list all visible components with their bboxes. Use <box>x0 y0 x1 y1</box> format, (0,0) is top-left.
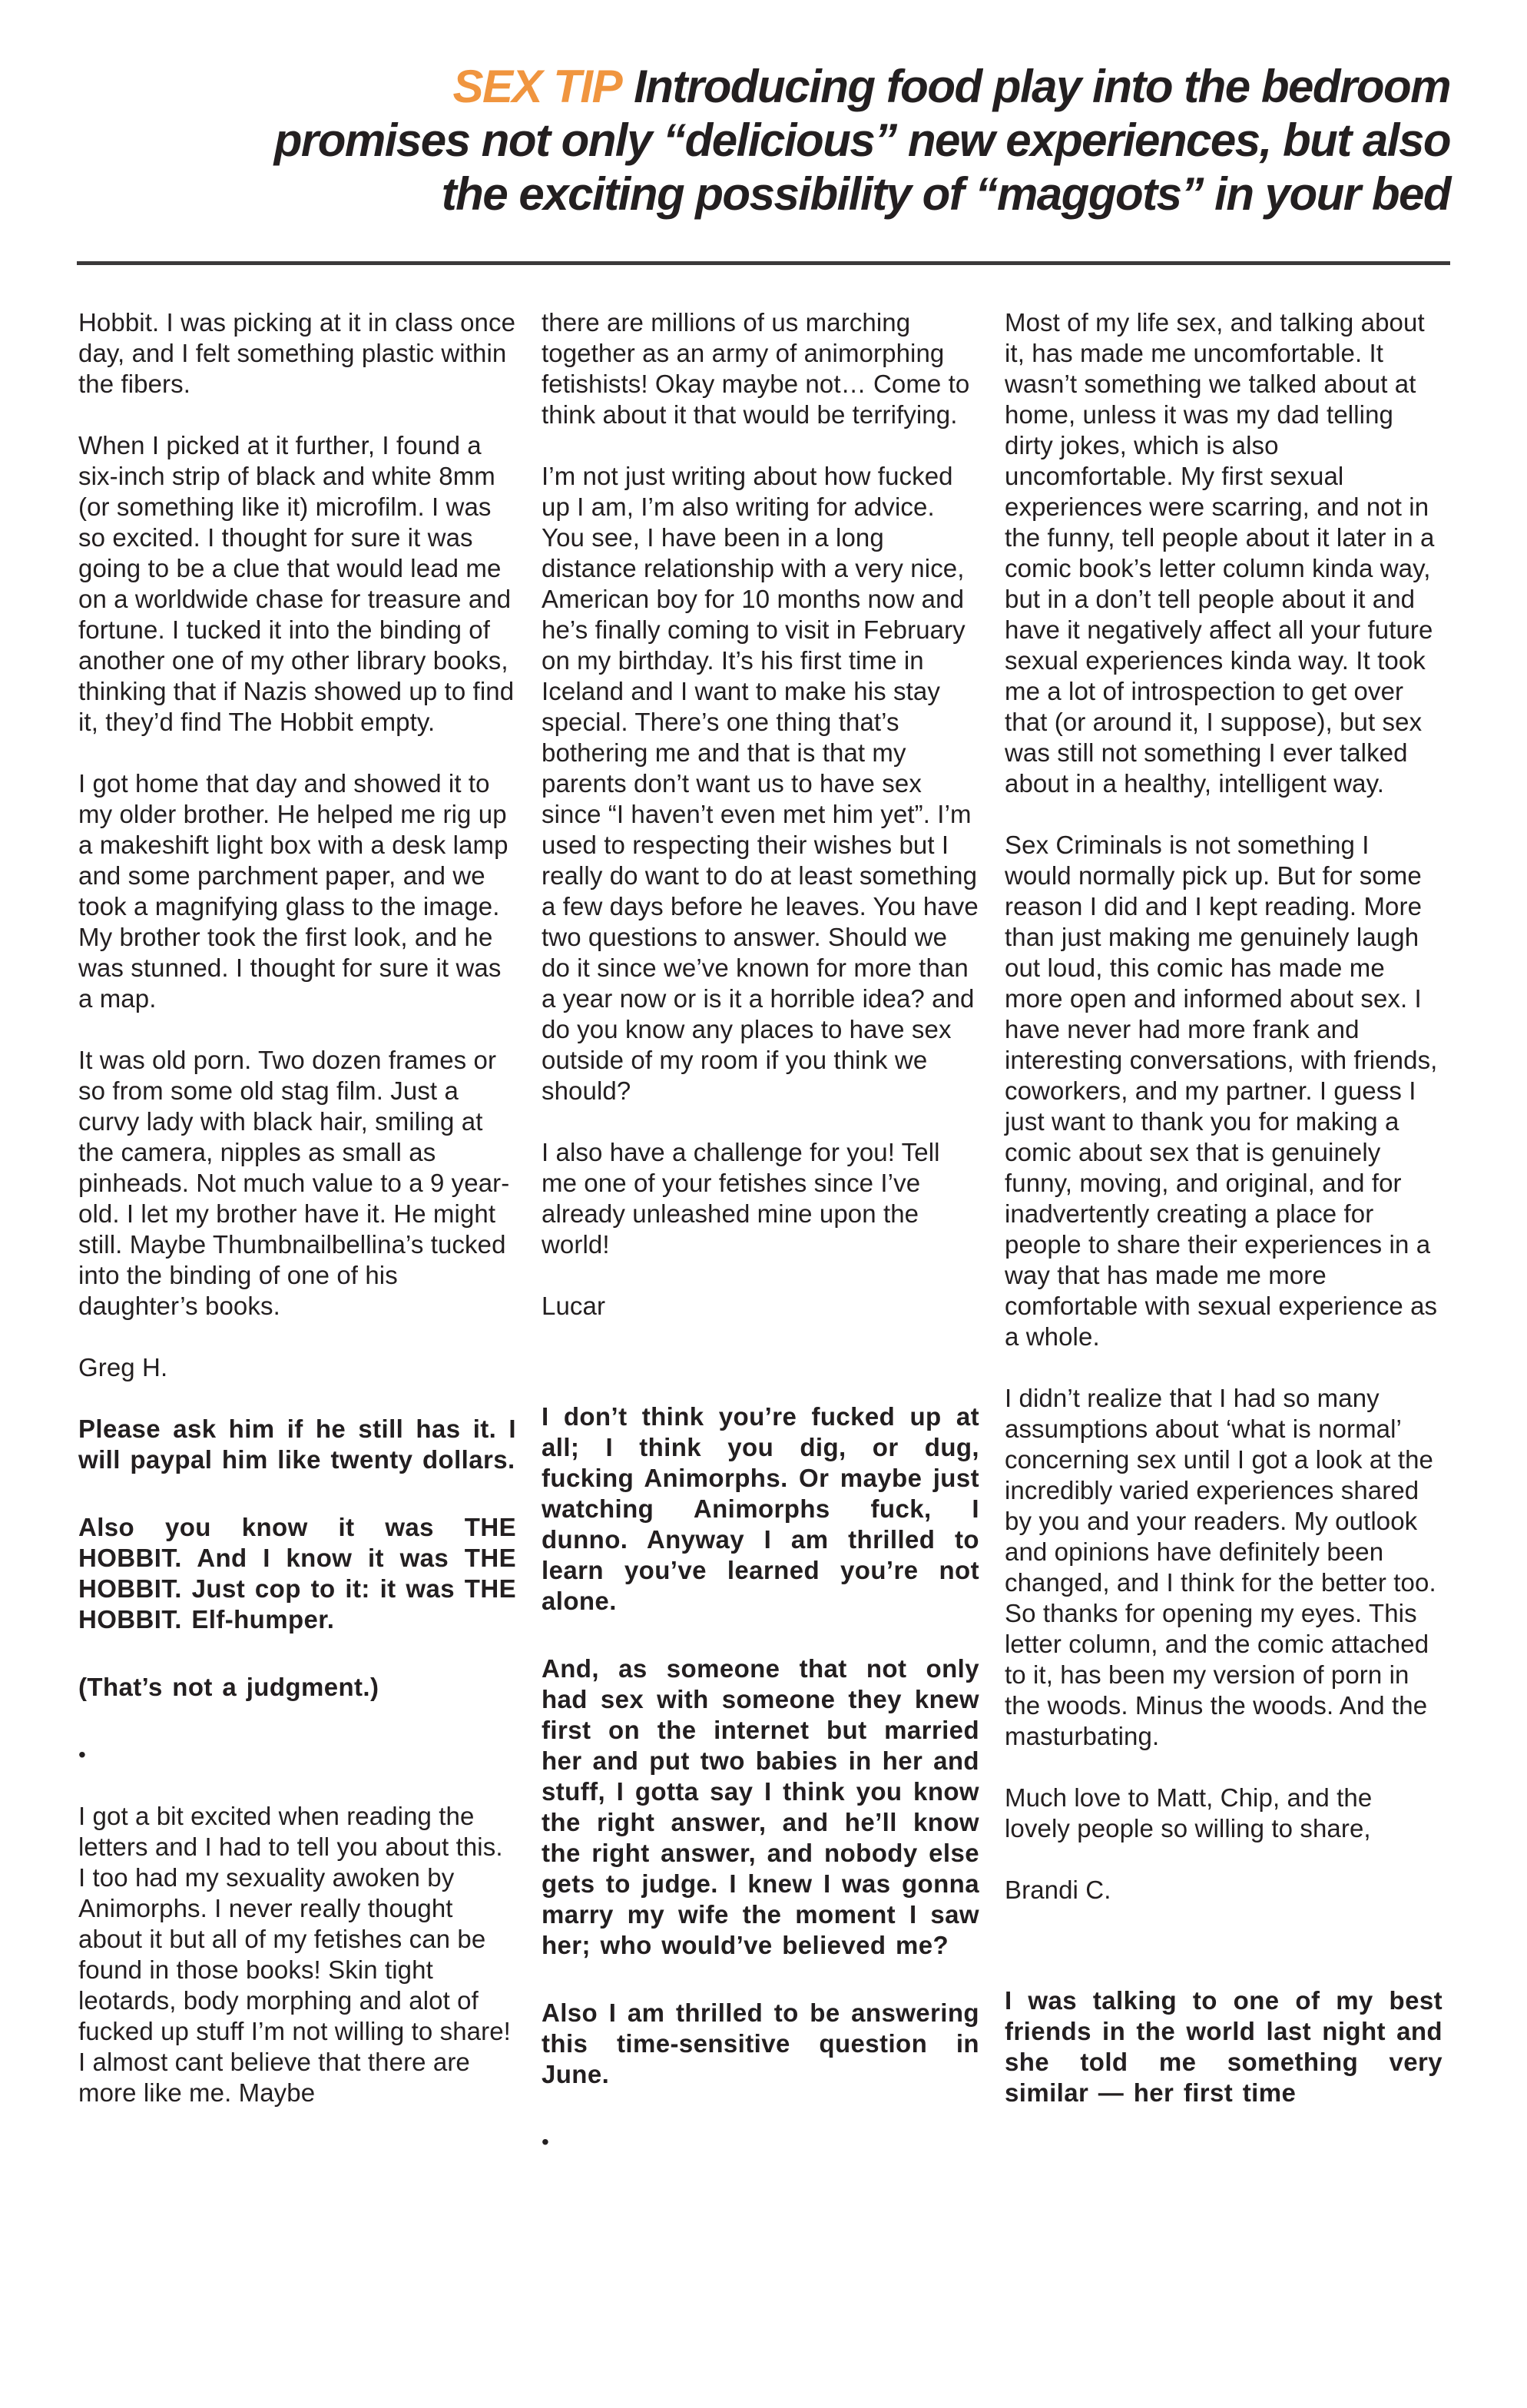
bullet-separator: • <box>78 1743 86 1766</box>
headline-line-2: promises not only “delicious” new experiences, but also <box>273 114 1450 166</box>
headline-line-1-text: Introducing food play into the bedroom <box>634 61 1450 112</box>
editor-reply-paragraph: I don’t think you’re fucked up at all; I think you dig, or dug, fucking Animorphs. Or maybe just watching Animorphs fuck, I dunno. Anyway I am thrilled to learn you’ve learned you’re not alone. <box>542 1402 979 1615</box>
letter-paragraph: there are millions of us marching together as an army of animorphing fetishists! Okay maybe not… Come to think about it that would be terrifying. <box>542 308 970 429</box>
letter-paragraph: Hobbit. I was picking at it in class once day, and I felt something plastic within the fibers. <box>78 308 516 398</box>
sex-tip-headline <box>77 60 1450 221</box>
editor-reply-paragraph: (That’s not a judgment.) <box>78 1673 379 1701</box>
editor-reply-paragraph: Please ask him if he still has it. I will paypal him like twenty dollars. <box>78 1415 516 1474</box>
bullet-separator: • <box>542 2130 549 2154</box>
letter-paragraph: Much love to Matt, Chip, and the lovely people so willing to share, <box>1005 1783 1373 1842</box>
letter-paragraph: I got a bit excited when reading the letters and I had to tell you about this. I too had my sexuality awoken by Animorphs. I never really thought about it but all of my fetishes can be found in those books! Skin tight leotards, body morphing and alot of fucked up stuff I’m not willing to share! I almost cant believe that there are more like me. Maybe <box>78 1802 511 2107</box>
header-divider <box>77 261 1450 265</box>
headline-line-3: the exciting possibility of “maggots” in your bed <box>441 168 1450 220</box>
letter-signature: Brandi C. <box>1005 1876 1111 1904</box>
letter-paragraph: I got home that day and showed it to my older brother. He helped me rig up a makeshift light box with a desk lamp and some parchment paper, and we took a magnifying glass to the image. My brother took the first look, and he was stunned. I thought for sure it was a map. <box>78 769 508 1013</box>
editor-reply-paragraph: And, as someone that not only had sex with someone they knew first on the internet but married her and put two babies in her and stuff, I gotta say I think you know the right answer, and he’ll know the right answer, and nobody else gets to judge. I knew I was gonna marry my wife the moment I saw her; who would’ve believed me? <box>542 1654 979 1959</box>
column-2 <box>542 307 979 2188</box>
editor-reply-paragraph: Also I am thrilled to be answering this time-sensitive question in June. <box>542 1998 979 2088</box>
letter-paragraph: I’m not just writing about how fucked up I am, I’m also writing for advice. You see, I have been in a long distance relationship with a very nice, American boy for 10 months now and he’s finally coming to visit in February on my birthday. It’s his first time in Iceland and I want to make his stay special. There’s one thing that’s bothering me and that is that my parents don’t want us to have sex since “I haven’t even met him yet”. I’m used to respecting their wishes but I really do want to do at least something a few days before he leaves. You have two questions to answer. Should we do it since we’ve known for more than a year now or is it a horrible idea? and do you know any places to have sex outside of my room if you think we should? <box>542 462 979 1105</box>
column-3 <box>1005 307 1443 2145</box>
letter-paragraph: It was old porn. Two dozen frames or so from some old stag film. Just a curvy lady with black hair, smiling at the camera, nipples as small as pinheads. Not much value to a 9 year-old. I let my brother have it. He might still. Maybe Thumbnailbellina’s tucked into the binding of one of his daughter’s books. <box>78 1046 510 1320</box>
letter-columns <box>78 307 1450 2188</box>
headline-line-1 <box>77 60 1450 114</box>
sex-tip-label: SEX TIP <box>452 61 622 112</box>
editor-reply-paragraph: I was talking to one of my best friends in the world last night and she told me something very similar — her first time <box>1005 1986 1443 2107</box>
letter-paragraph: Most of my life sex, and talking about it, has made me uncomfortable. It wasn’t something we talked about at home, unless it was my dad telling dirty jokes, which is also uncomfortable. My first sexual experiences were scarring, and not in the funny, tell people about it later in a comic book’s letter column kinda way, but in a don’t tell people about it and have it negatively affect all your future sexual experiences kinda way. It took me a lot of introspection to get over that (or around it, I suppose), but sex was still not something I ever talked about in a healthy, intelligent way. <box>1005 308 1435 798</box>
letter-signature: Greg H. <box>78 1353 168 1381</box>
letters-page <box>0 60 1527 2408</box>
editor-reply-paragraph: Also you know it was THE HOBBIT. And I know it was THE HOBBIT. Just cop to it: it was THE HOBBIT. Elf-humper. <box>78 1513 516 1634</box>
letter-paragraph: When I picked at it further, I found a six-inch strip of black and white 8mm (or something like it) microfilm. I was so excited. I thought for sure it was going to be a clue that would lead me on a worldwide chase for treasure and fortune. I tucked it into the binding of another one of my other library books, thinking that if Nazis showed up to find it, they’d find The Hobbit empty. <box>78 431 515 736</box>
letter-paragraph: Sex Criminals is not something I would normally pick up. But for some reason I did and I kept reading. More than just making me genuinely laugh out loud, this comic has made me more open and informed about sex. I have never had more frank and interesting conversations, with friends, coworkers, and my partner. I guess I just want to thank you for making a comic about sex that is genuinely funny, moving, and original, and for inadvertently creating a place for people to share their experiences in a way that has made me more comfortable with sexual experience as a whole. <box>1005 831 1438 1351</box>
letter-signature: Lucar <box>542 1292 606 1320</box>
letter-paragraph: I didn’t realize that I had so many assumptions about ‘what is normal’ concerning sex until I got a look at the incredibly varied experiences shared by you and your readers. My outlook and opinions have definitely been changed, and I think for the better too. So thanks for opening my eyes. This letter column, and the comic attached to it, has been my version of porn in the woods. Minus the woods. And the masturbating. <box>1005 1384 1436 1750</box>
column-1 <box>78 307 516 2139</box>
letter-paragraph: I also have a challenge for you! Tell me one of your fetishes since I’ve already unleashed mine upon the world! <box>542 1138 940 1259</box>
